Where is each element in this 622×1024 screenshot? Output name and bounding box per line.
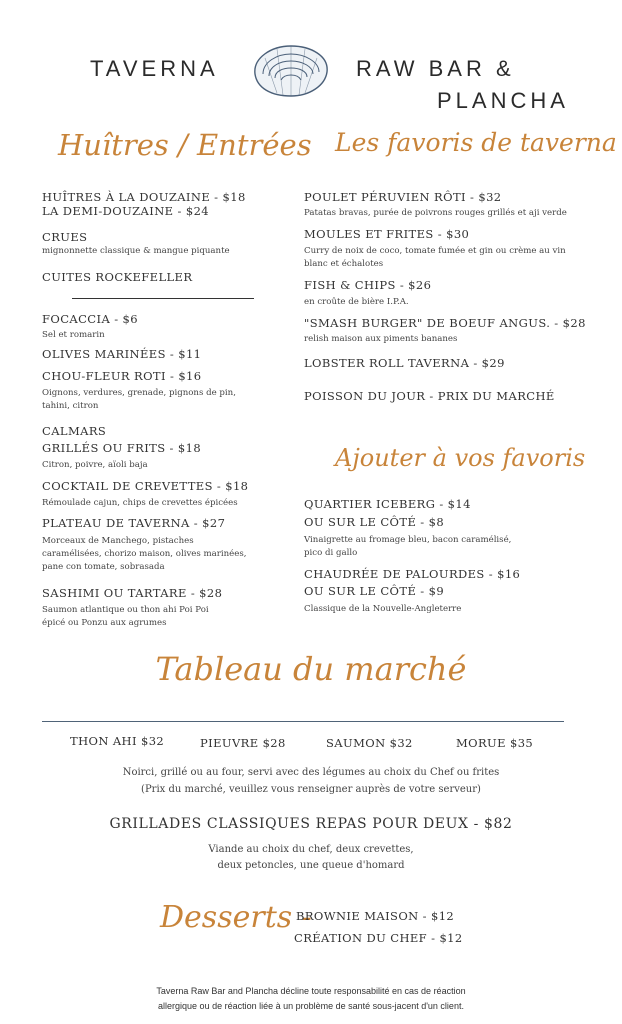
market-item-morue: MORUE $35 [456,736,534,750]
menu-desc-calmars: Citron, poivre, aïoli baja [42,460,148,470]
menu-desc-fish: en croûte de bière I.P.A. [304,297,409,307]
menu-item-iceberg-2: OU SUR LE CÔTÉ - $8 [304,515,445,529]
section-title-tableau: Tableau du marché [155,650,467,688]
menu-item-fish: FISH & CHIPS - $26 [304,278,432,292]
menu-item-moules: MOULES ET FRITES - $30 [304,227,470,241]
market-desc-line1: Noirci, grillé ou au four, servi avec des légumes au choix du Chef ou frites [122,767,500,778]
menu-item-calmars: CALMARS [42,424,107,438]
menu-item-poisson: POISSON DU JOUR - PRIX DU MARCHÉ [304,389,555,403]
menu-item-grillades: GRILLADES CLASSIQUES REPAS POUR DEUX - $82 [109,816,513,832]
menu-desc-cocktail: Rémoulade cajun, chips de crevettes épicées [42,498,238,508]
section-title-ajouter: Ajouter à vos favoris [335,444,586,472]
footer-disclaimer-line2: allergique ou de réaction liée à un problème de santé sous-jacent d'un client. [158,1001,464,1011]
menu-item-plateau: PLATEAU DE TAVERNA - $27 [42,516,226,530]
menu-item-focaccia: FOCACCIA - $6 [42,312,138,326]
dessert-item-creation: CRÉATION DU CHEF - $12 [294,931,463,945]
menu-item-chaudree-2: OU SUR LE CÔTÉ - $9 [304,584,445,598]
menu-desc-chou-fleur: Oignons, verdures, grenade, pignons de pin, tahini, citron [42,388,236,411]
menu-desc-crues: mignonnette classique & mangue piquante [42,246,230,256]
grillades-desc-line2: deux petoncles, une queue d'homard [217,860,405,871]
market-item-thon: THON AHI $32 [70,734,165,748]
header-right-line2: PLANCHA [437,88,569,113]
menu-item-cuites: CUITES ROCKEFELLER [42,270,193,284]
dessert-item-brownie: BROWNIE MAISON - $12 [296,909,455,923]
market-item-saumon: SAUMON $32 [326,736,413,750]
menu-item-poulet: POULET PÉRUVIEN RÔTI - $32 [304,190,502,204]
menu-item-cocktail: COCKTAIL DE CREVETTES - $18 [42,479,249,493]
header-right-line1: RAW BAR & [356,56,515,81]
menu-desc-focaccia: Sel et romarin [42,330,105,340]
menu-item-crues: CRUES [42,230,88,244]
menu-item-iceberg: QUARTIER ICEBERG - $14 [304,497,471,511]
section-title-favoris: Les favoris de taverna [335,128,617,157]
menu-item-lobster: LOBSTER ROLL TAVERNA - $29 [304,356,505,370]
grillades-desc-line1: Viande au choix du chef, deux crevettes, [208,844,414,855]
menu-desc-chaudree: Classique de la Nouvelle-Angleterre [304,604,462,614]
section-title-desserts: Desserts - [160,900,312,935]
menu-desc-moules: Curry de noix de coco, tomate fumée et gin ou crème au vin blanc et échalotes [304,246,566,269]
header-left: TAVERNA [90,56,219,81]
menu-desc-sashimi: Saumon atlantique ou thon ahi Poi Poi épicé ou Ponzu aux agrumes [42,605,209,628]
market-item-pieuvre: PIEUVRE $28 [200,736,286,750]
menu-desc-burger: relish maison aux piments bananes [304,334,458,344]
menu-item-huitres: HUÎTRES À LA DOUZAINE - $18 [42,190,246,204]
menu-item-sashimi: SASHIMI OU TARTARE - $28 [42,586,223,600]
menu-item-olives: OLIVES MARINÉES - $11 [42,347,202,361]
menu-desc-poulet: Patatas bravas, purée de poivrons rouges grillés et aji verde [304,208,567,218]
divider-left [72,298,254,299]
menu-item-calmars-2: GRILLÉS OU FRITS - $18 [42,441,202,455]
menu-item-burger: "SMASH BURGER" DE BOEUF ANGUS. - $28 [304,316,586,330]
menu-desc-iceberg: Vinaigrette au fromage bleu, bacon caramélisé, pico di gallo [304,535,512,558]
menu-item-chou-fleur: CHOU-FLEUR ROTI - $16 [42,369,202,383]
menu-item-chaudree: CHAUDRÉE DE PALOURDES - $16 [304,567,521,581]
menu-item-demi-douzaine: LA DEMI-DOUZAINE - $24 [42,204,209,218]
menu-desc-plateau: Morceaux de Manchego, pistaches caramélisées, chorizo maison, olives marinées, pane con tomate, sobrasada [42,536,247,572]
market-desc-line2: (Prix du marché, veuillez vous renseigner auprès de votre serveur) [141,784,481,795]
section-title-huitres: Huîtres / Entrées [58,128,312,162]
divider-market [42,721,564,722]
oyster-shell-icon [247,40,335,100]
footer-disclaimer-line1: Taverna Raw Bar and Plancha décline toute responsabilité en cas de réaction [156,986,466,996]
